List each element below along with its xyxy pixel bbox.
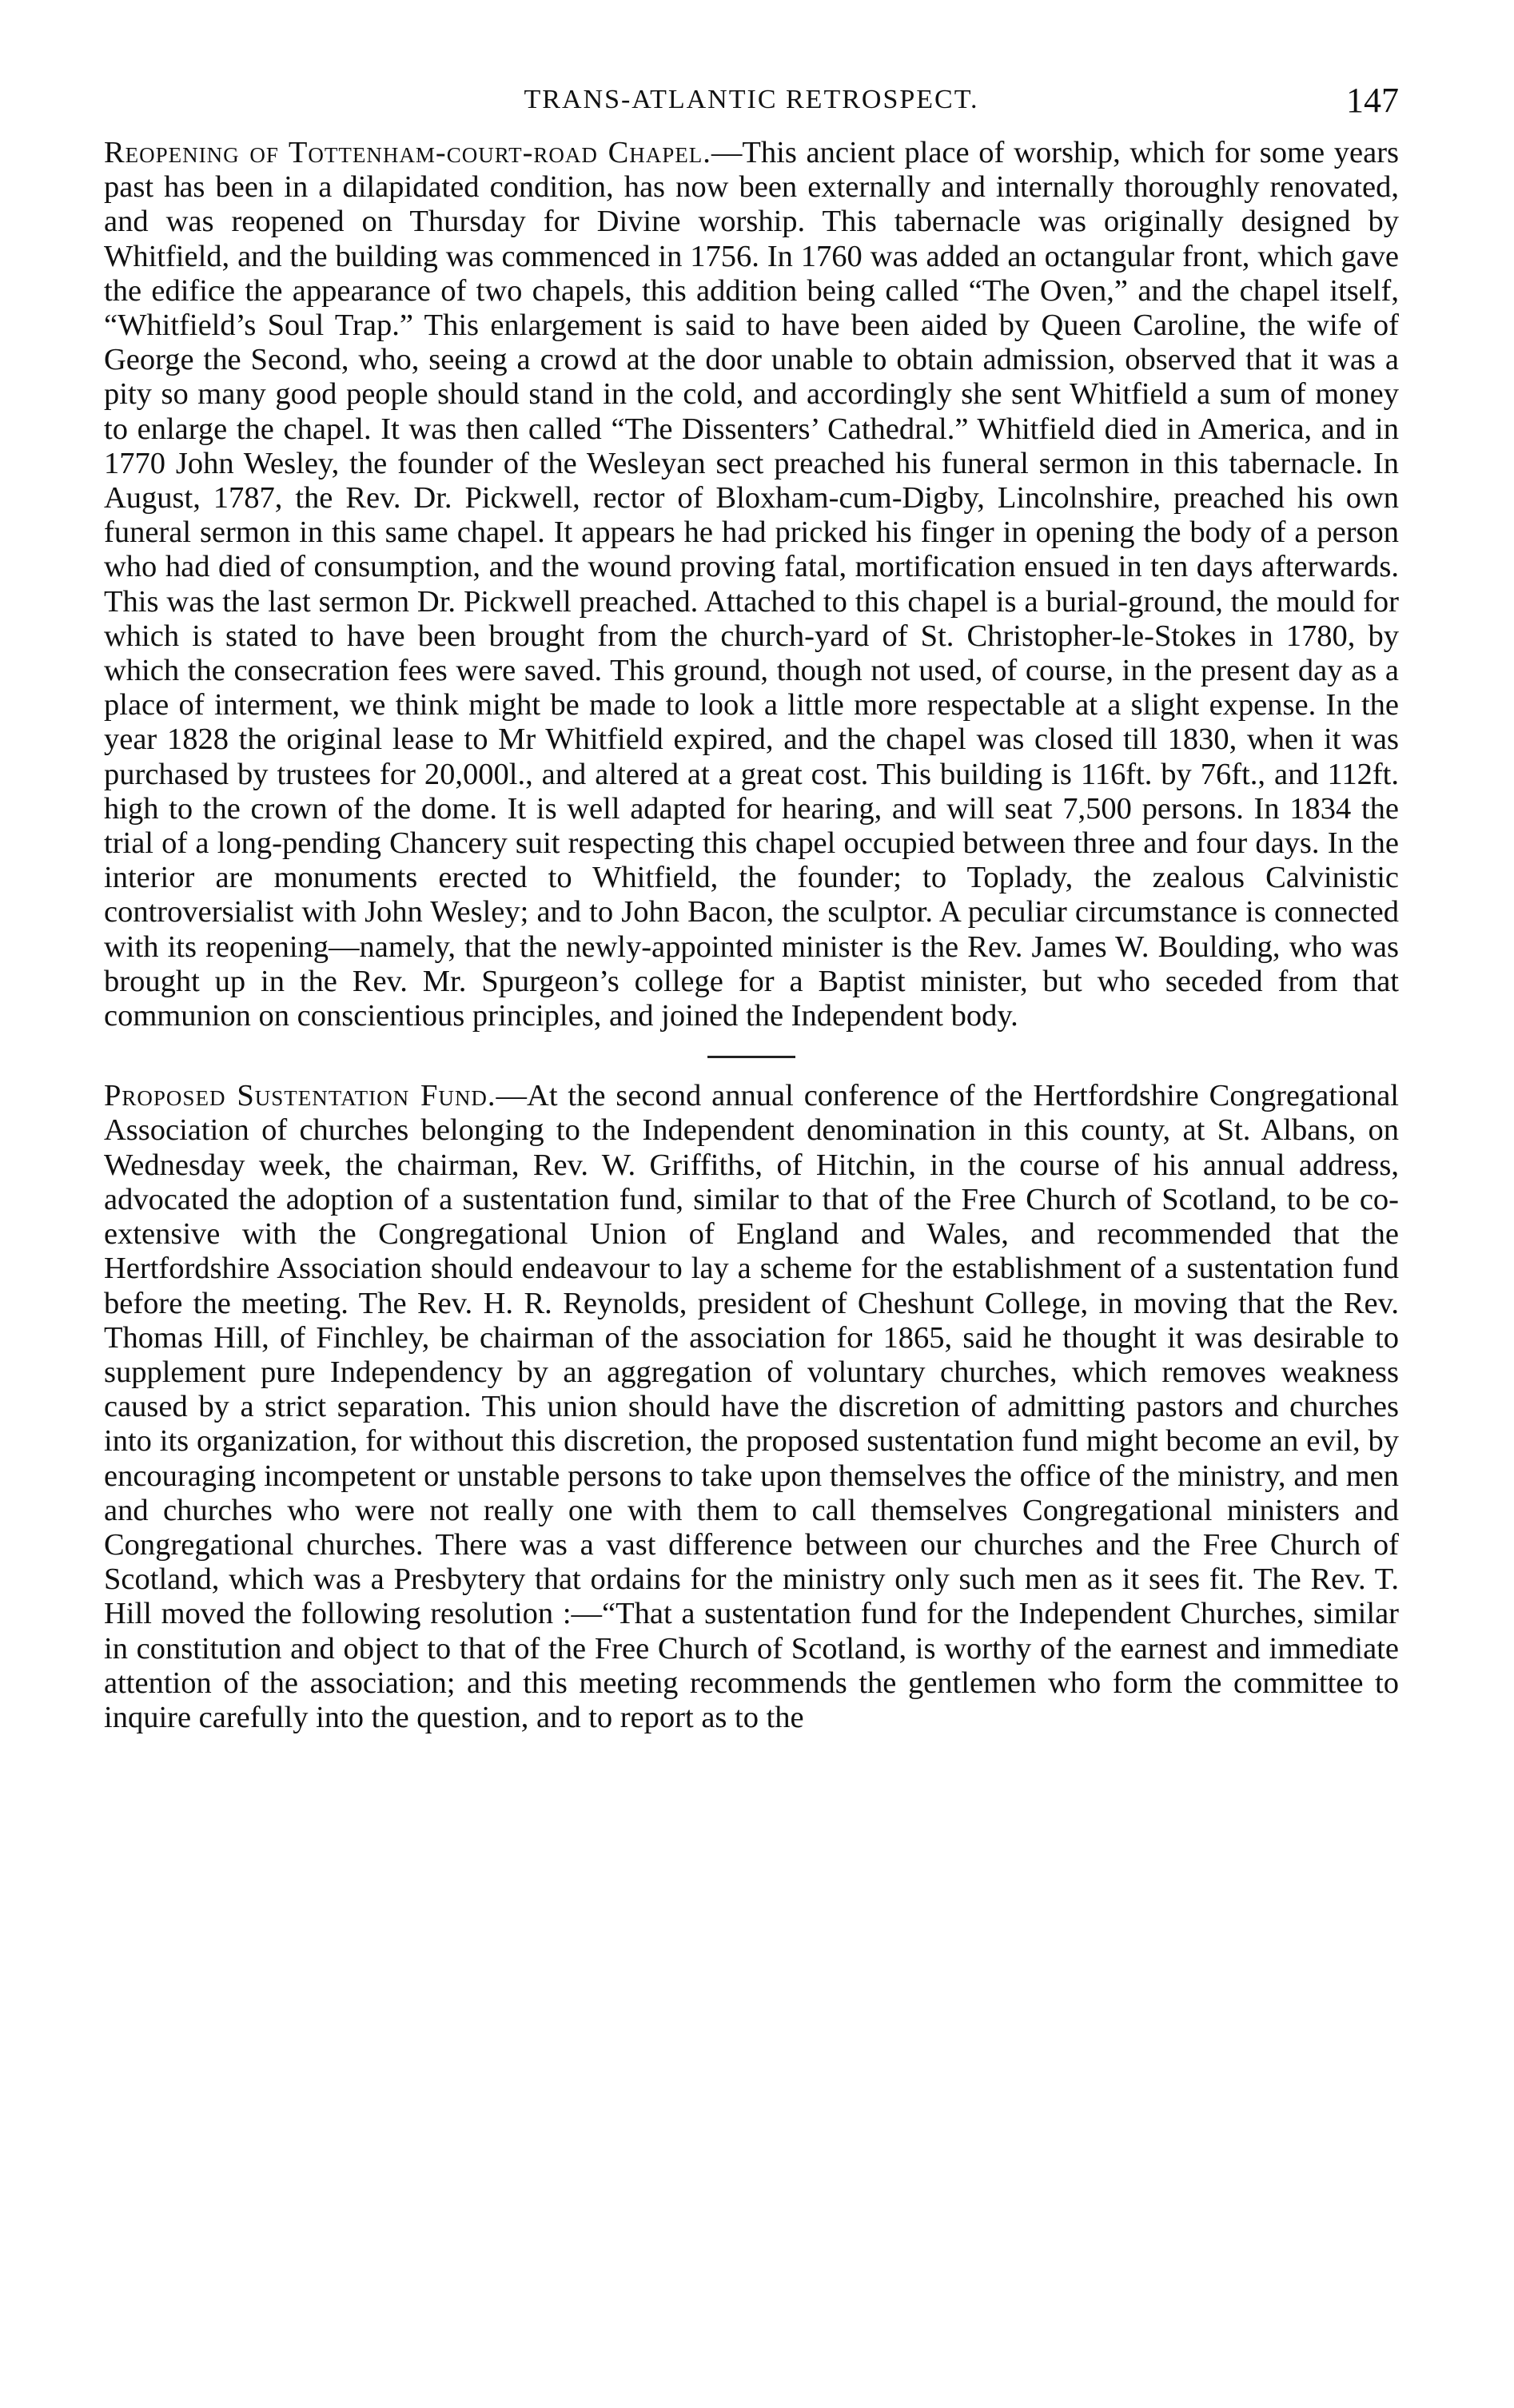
- article-heading: Proposed Sustentation Fund.: [104, 1079, 496, 1113]
- article-heading: Reopening of Tottenham-court-road Chapel.: [104, 136, 711, 169]
- article-body: —This ancient place of worship, which for some years past has been in a dilapidated condition, has now been externally and internally thoroughly renovated, and was reopened on Thursday for Divine worship. This tabernacle was originally designed by Whitfield, and the building was commenced in 1756. In 1760 was added an octangular front, which gave the edifice the appearance of two chapels, this addition being called “The Oven,” and the chapel itself, “Whitfield’s Soul Trap.” This enlargement is said to have been aided by Queen Caroline, the wife of George the Second, who, seeing a crowd at the door unable to obtain admission, observed that it was a pity so many good people should stand in the cold, and accordingly she sent Whitfield a sum of money to enlarge the chapel. It was then called “The Dissenters’ Cathedral.” Whitfield died in America, and in 1770 John Wesley, the founder of the Wesleyan sect preached his funeral sermon in this tabernacle. In August, 1787, the Rev. Dr. Pickwell, rector of Bloxham-cum-Digby, Lincolnshire, preached his own funeral sermon in this same chapel. It appears he had pricked his finger in opening the body of a person who had died of consumption, and the wound proving fatal, mortification ensued in ten days afterwards. This was the last sermon Dr. Pickwell preached. Attached to this chapel is a burial-ground, the mould for which is stated to have been brought from the church-yard of St. Christopher-le-Stokes in 1780, by which the consecration fees were saved. This ground, though not used, of course, in the present day as a place of interment, we think might be made to look a little more respectable at a slight expense. In the year 1828 the original lease to Mr Whitfield expired, and the chapel was closed till 1830, when it was purchased by trustees for 20,000l., and altered at a great cost. This building is 116ft. by 76ft., and 112ft. high to the crown of the dome. It is well adapted for hearing, and will seat 7,500 persons. In 1834 the trial of a long-pending Chancery suit respecting this chapel occupied between three and four days. In the interior are monuments erected to Whitfield, the founder; to Toplady, the zealous Calvinistic controversialist with John Wesley; and to John Bacon, the sculptor. A peculiar circumstance is connected with its reopening—namely, that the newly-appointed minister is the Rev. James W. Boulding, who was brought up in the Rev. Mr. Spurgeon’s college for a Baptist minister, but who seceded from that communion on conscientious principles, and joined the Independent body.: [104, 136, 1399, 1033]
- section-divider: [707, 1056, 795, 1058]
- article-sustentation-fund: [104, 1079, 1399, 1735]
- page-number: 147: [1346, 81, 1399, 120]
- article-reopening-chapel: [104, 136, 1399, 1033]
- article-body: —At the second annual conference of the Hertfordshire Congregational Association of churches belonging to the Independent denomination in this county, at St. Albans, on Wednesday week, the chairman, Rev. W. Griffiths, of Hitchin, in the course of his annual address, advocated the adoption of a sustentation fund, similar to that of the Free Church of Scotland, to be co-extensive with the Congregational Union of England and Wales, and recommended that the Hertfordshire Association should endeavour to lay a scheme for the establishment of a sustentation fund before the meeting. The Rev. H. R. Reynolds, president of Cheshunt College, in moving that the Rev. Thomas Hill, of Finchley, be chairman of the association for 1865, said he thought it was desirable to supplement pure Independency by an aggregation of voluntary churches, which removes weakness caused by a strict separation. This union should have the discretion of admitting pastors and churches into its organization, for without this discretion, the proposed sustentation fund might become an evil, by encouraging incompetent or unstable persons to take upon themselves the office of the ministry, and men and churches who were not really one with them to call themselves Congregational ministers and Congregational churches. There was a vast difference between our churches and the Free Church of Scotland, which was a Presbytery that ordains for the ministry only such men as it sees fit. The Rev. T. Hill moved the following resolution :—“That a sustentation fund for the Independent Churches, similar in constitution and object to that of the Free Church of Scotland, is worthy of the earnest and immediate attention of the association; and this meeting recommends the gentlemen who form the committee to inquire carefully into the question, and to report as to the: [104, 1079, 1399, 1734]
- running-header: [104, 80, 1399, 136]
- running-title: TRANS-ATLANTIC RETROSPECT.: [524, 85, 979, 114]
- document-page: [104, 80, 1399, 2382]
